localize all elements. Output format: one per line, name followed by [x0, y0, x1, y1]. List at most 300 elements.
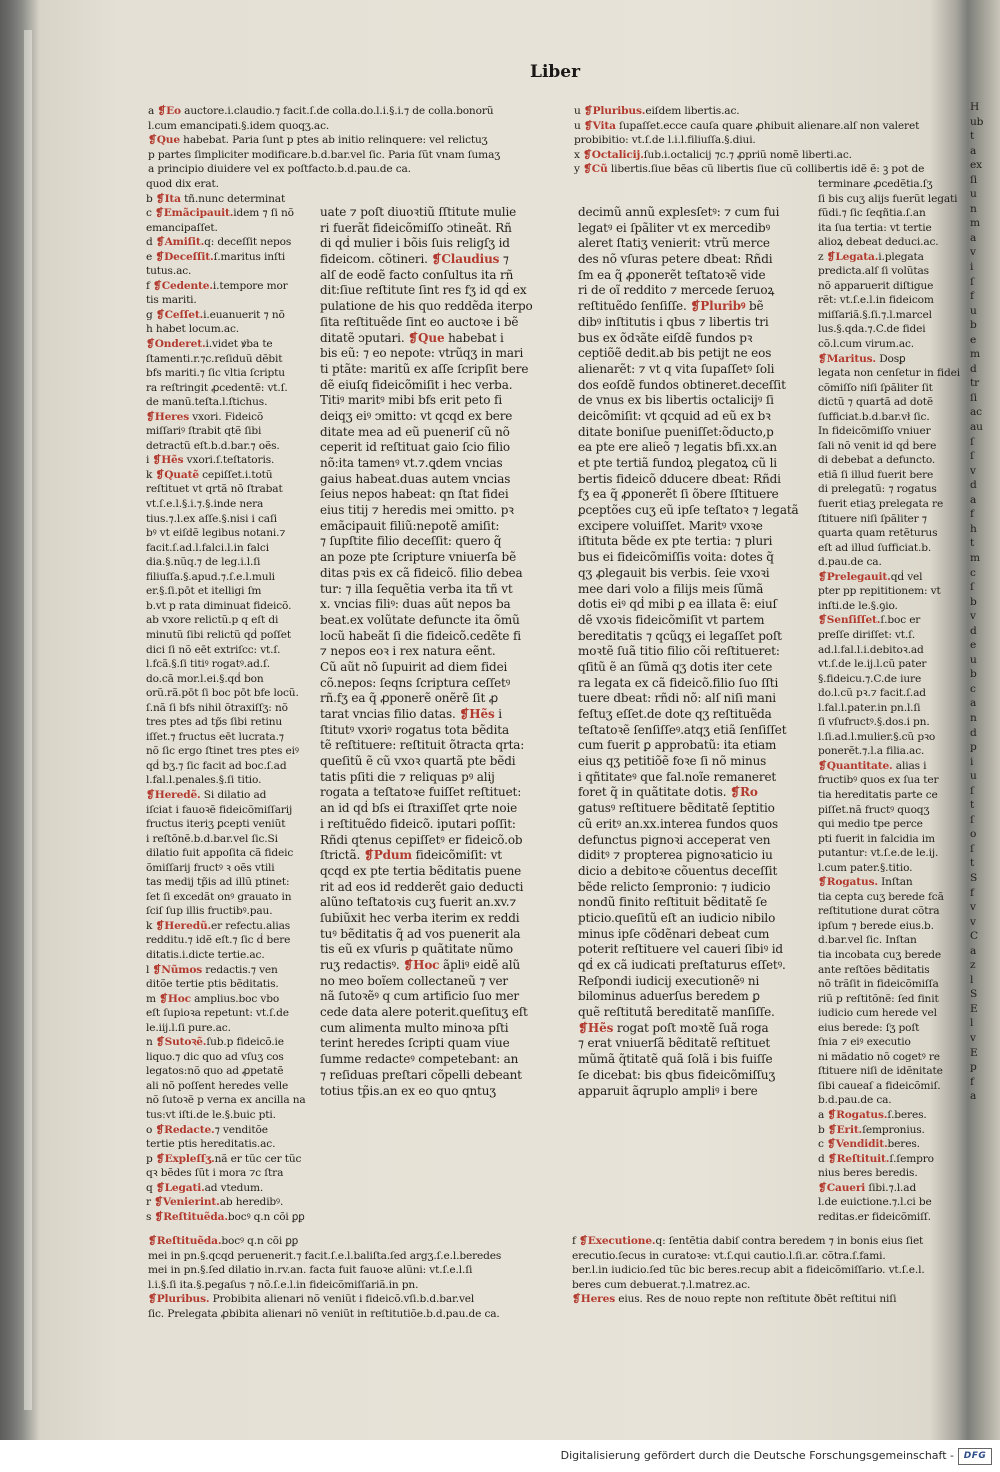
text-line [818, 264, 960, 279]
line-text: y [574, 163, 584, 176]
text-line [148, 104, 563, 119]
line-text: dẽ vxoꝛis fideicõmiſit vt partem [578, 612, 765, 627]
text-line [970, 536, 1000, 551]
text-line [148, 1249, 568, 1264]
text-line [970, 813, 1000, 828]
line-text: Rñdi qtenus cepiſſetꝰ er fideicõ.ob [320, 832, 523, 847]
text-line [320, 299, 570, 315]
line-text: tia incobata cuʒ berede [818, 948, 941, 961]
line-text: ãpliꝰ eidẽ alũ [439, 958, 521, 972]
text-line [320, 268, 570, 284]
line-text: i [970, 261, 974, 274]
text-line [578, 1036, 814, 1052]
line-text: idem ⁊ ſi nõ [233, 207, 294, 220]
rubric-text: ❡Prelegauit. [818, 570, 891, 583]
text-line [970, 304, 1000, 319]
line-text: n [970, 711, 977, 724]
rubric-text: ❡Eo [157, 105, 181, 117]
line-text: ita ſua tertia: vt tertie [818, 221, 932, 234]
line-text: d [970, 624, 977, 637]
line-text: tius.⁊.l.ex aſſe.§.nisi i caſi [146, 512, 277, 525]
text-line [148, 148, 563, 163]
line-text: bocꝰ q.n cõi ꝑꝑ [221, 1235, 299, 1247]
gloss-top-left [148, 104, 563, 177]
rubric-text: ❡Pluribus. [583, 105, 646, 117]
text-line [146, 250, 316, 265]
text-line [970, 1016, 1000, 1031]
line-text: vxori. Fideicõ [189, 410, 264, 423]
line-text: ceperit id reſtituat gaio ſcio filio [320, 440, 510, 455]
line-text: g [146, 308, 156, 321]
text-line [578, 613, 814, 629]
text-line [818, 192, 960, 207]
line-text: l.de euictione.⁊.l.ci be [818, 1196, 932, 1209]
line-text: des nõ vſuras petere dbeat: Rñdi [578, 252, 773, 267]
line-text: Titiꝰ maritꝰ mibi bfs erit peto fi [320, 393, 503, 408]
line-text: legatos:nõ quo ad ꝓpetatẽ [146, 1065, 284, 1078]
line-text: ſ [970, 275, 974, 288]
line-text: eius qʒ petitiõẽ foꝛe ſi nõ minus [578, 754, 767, 769]
text-line [818, 1108, 960, 1123]
line-text: piſſet.nã fructꝰ quoqʒ [818, 803, 930, 816]
line-text: facit.ſ.ad.l.falci.l.in falci [146, 541, 269, 554]
line-text: f [572, 1235, 579, 1247]
text-line [578, 519, 814, 535]
text-line [320, 582, 570, 598]
text-line [818, 1093, 960, 1108]
text-line [320, 942, 570, 958]
text-line [146, 439, 316, 454]
text-line [578, 236, 814, 252]
text-line [818, 177, 960, 192]
rubric-text: ❡Cedente. [153, 279, 213, 292]
line-text: foret q̃ in quãtitate dotis. [578, 785, 731, 800]
line-text: uate ⁊ poſt diuoꝛtiũ ſſtitute mulie [320, 205, 517, 219]
line-text: vt.ſ.e.l.§.i.⁊.§.inde nera [146, 498, 264, 511]
text-line [970, 886, 1000, 901]
text-line [320, 927, 570, 943]
text-line [578, 283, 814, 299]
text-line [148, 1292, 568, 1307]
text-line [578, 205, 814, 221]
line-text: c [970, 566, 976, 579]
text-line [578, 754, 814, 770]
line-text: u [970, 304, 977, 317]
text-line [578, 942, 814, 958]
text-line [578, 974, 814, 990]
line-text: cõ.l.cum virum.ac. [818, 338, 915, 351]
text-line [320, 754, 570, 770]
rubric-text: ❡Reſtituit. [827, 1152, 890, 1165]
text-line [320, 848, 570, 864]
line-text: redditu.⁊ idẽ eſt.⁊ ſic ḋ bere [146, 934, 291, 947]
line-text: ab heredibꝰ. [219, 1196, 284, 1209]
text-line [320, 456, 570, 472]
rubric-text: ❡Vita [583, 119, 616, 132]
text-line [818, 1137, 960, 1152]
rubric-text: ❡Maritus. [818, 352, 876, 365]
line-text: bfs mariti.⁊ ſic vltia ſcriptu [146, 367, 285, 380]
line-text: t [970, 537, 975, 550]
text-line [578, 911, 814, 927]
text-line [146, 352, 316, 367]
text-line [320, 236, 570, 252]
text-line [148, 133, 563, 148]
text-line [578, 315, 814, 331]
line-text: dẽ eiuſq fideicõmiſit i hec verba. [320, 377, 513, 392]
text-line [970, 507, 1000, 522]
line-text: t [970, 799, 975, 812]
line-text: u [574, 105, 584, 117]
line-text: b [970, 319, 977, 332]
line-text: l.fal.l.pater.in pn.l.ſi [818, 701, 921, 714]
line-text: C [970, 930, 978, 943]
facing-page-margin [970, 100, 1000, 1104]
text-line [578, 817, 814, 833]
text-line [970, 987, 1000, 1002]
text-line [970, 609, 1000, 624]
text-line [818, 1195, 960, 1210]
text-line [320, 895, 570, 911]
line-text: habebat i [444, 330, 504, 345]
text-line [320, 738, 570, 754]
text-line [970, 682, 1000, 697]
text-line [818, 482, 960, 497]
line-text: an poze pte ſcripture vniuerſa bẽ [320, 550, 517, 565]
text-line [818, 904, 960, 919]
line-text: amplius.boc vbo [190, 992, 280, 1005]
text-line [146, 613, 316, 628]
text-line [146, 1137, 316, 1152]
text-line [320, 519, 570, 535]
text-line [320, 487, 570, 503]
text-line [970, 420, 1000, 435]
text-line [818, 1050, 960, 1065]
line-text: ad.l.fal.l.i.debitoꝛ.ad [818, 643, 924, 656]
line-text: ſ [970, 435, 974, 448]
text-line [148, 1278, 568, 1293]
text-line [970, 638, 1000, 653]
funding-notice: Digitalisierung gefördert durch die Deutsche Forschungsgemeinschaft - [560, 1449, 954, 1462]
text-line [818, 803, 960, 818]
line-text: ſet ſi excedãt onꝰ grauato in [146, 890, 292, 903]
line-text: alienarẽt: ⁊ vt q vita ſupaſſetꝰ ſoli [578, 361, 775, 376]
text-line [146, 657, 316, 672]
line-text: ſi [970, 173, 978, 186]
text-line [818, 1181, 960, 1196]
line-text: ſ.beres. [887, 1109, 927, 1121]
line-text: bẽde relicto ſempronio: ⁊ iudicio [578, 879, 771, 894]
line-text: Cũ aũt nõ ſupuirit ad diem fidei [320, 659, 508, 674]
text-line [146, 803, 316, 818]
text-line [146, 686, 316, 701]
line-text: ti ptãte: maritũ ex aſſe ſcripſit bere [320, 361, 529, 376]
line-text: a [970, 697, 977, 710]
line-text: tur: ⁊ illa ſequẽtia verba ita tñ vt [320, 581, 513, 596]
line-text: reſtituẽdo ſenſiſſe. [578, 299, 691, 314]
line-text: reſtitutione durat cõtra [818, 905, 940, 918]
line-text: fideicõmiſit: vt [411, 848, 502, 863]
line-text: terminare ꝓcedẽtia.ſʒ [818, 178, 933, 190]
text-line [320, 864, 570, 880]
text-line [320, 503, 570, 519]
text-line [970, 973, 1000, 988]
rubric-text: ❡Senſiſſet. [818, 614, 881, 627]
text-line [970, 435, 1000, 450]
line-text: apparuit ãqruplo ampliꝰ i bere [578, 1083, 758, 1098]
text-line [146, 366, 316, 381]
line-text: do.l.cũ pꝛ.⁊ facit.ſ.ad [818, 687, 926, 700]
line-text: bereditatis ⁊ qcũqʒ ei legaſſet poſt [578, 628, 782, 643]
line-text: ⁊ nepos eoꝛ i rex natura eẽnt. [320, 644, 496, 659]
line-text: cõmiſſo niſi ſpãliter ſit [818, 381, 933, 394]
line-text: E [970, 1002, 978, 1015]
line-text: ſ [970, 784, 974, 797]
line-text: ſ.nã ſi bfs nihil õtraxiſſʒ: nõ [146, 701, 288, 714]
text-line [146, 395, 316, 410]
text-line [818, 933, 960, 948]
text-line [970, 915, 1000, 930]
page-edge [24, 30, 32, 1410]
text-line [146, 293, 316, 308]
text-line [818, 1064, 960, 1079]
text-line [320, 1005, 570, 1021]
line-text: tr [970, 377, 980, 390]
gloss-left-column [146, 177, 316, 1224]
line-text: nõ apparuerit diſtigue [818, 279, 934, 292]
text-line [320, 660, 570, 676]
text-line [818, 744, 960, 759]
line-text: pti fuerit in falcidia im [818, 832, 935, 845]
line-text: qḋ bʒ.⁊ ſic facit ad boc.ſ.ad [146, 759, 287, 772]
text-line [578, 770, 814, 786]
text-line [578, 660, 814, 676]
line-text: qꝛ bẽdes ſũt i mora ⁊c ſtra [146, 1167, 284, 1180]
line-text: i reſtituẽdo fideicõ. iputari poſſit: [320, 816, 516, 831]
text-line [574, 133, 954, 148]
line-text: predicta.alſ ſi volũtas [818, 265, 929, 278]
line-text: ſ [970, 450, 974, 463]
line-text: l.cum pater.§.titio. [818, 861, 913, 874]
text-line [146, 773, 316, 788]
text-line [578, 833, 814, 849]
line-text: erecutio.ſecus in curatoꝛe: vt.ſ.qui cautio.l.ſi.ar. cõtra.ſ.fami. [572, 1249, 886, 1262]
line-text: pticio.queſitũ eſt an iudicio nibilo [578, 910, 776, 925]
line-text: qſitũ ẽ an ſũmã qʒ dotis iter cete [578, 659, 773, 674]
line-text: a [970, 231, 977, 244]
text-line [320, 315, 570, 331]
line-text: mei in pn.§.ſed dilatio in.rv.an. facta fuit fauoꝛe alũni: vt.ſ.e.l.ſi [148, 1264, 473, 1277]
rubric-text: ❡Pluribꝰ [690, 299, 746, 314]
text-line [818, 584, 960, 599]
line-text: d [970, 726, 977, 739]
text-line [578, 1052, 814, 1068]
line-text: et pte tertiã fundoꝝ plegatoꝝ cũ li [578, 456, 777, 470]
line-text: n [970, 202, 977, 215]
line-text: Inſtan [877, 876, 913, 889]
text-line [970, 653, 1000, 668]
line-text: riũ p reſtitõnẽ: ſed finit [818, 992, 939, 1005]
line-text: f [970, 886, 974, 899]
text-line [818, 570, 960, 585]
text-line [578, 927, 814, 943]
line-text: ali nõ poſſent heredes velle [146, 1079, 289, 1092]
line-text: bꝰ vt eiſdẽ legibus notani.⁊ [146, 527, 286, 540]
line-text: tia cepta cuʒ berede fcã [818, 890, 944, 903]
text-line [818, 322, 960, 337]
line-text: §.fideicu.⁊.C.de iure [818, 672, 922, 685]
text-line [818, 512, 960, 527]
line-text: l.fal.l.penales.§.ſi titio. [146, 774, 262, 787]
text-line [320, 707, 570, 723]
line-text: ac [970, 406, 982, 419]
text-line [970, 1060, 1000, 1075]
line-text: er refectu.alias [211, 919, 291, 932]
line-text: bis eũ: ⁊ eo nepote: vtrũqʒ in mari [320, 346, 524, 361]
line-text: liquo.⁊ dic quo ad vſuʒ cos [146, 1050, 284, 1063]
line-text: deiqʒ eiꝰ ↄmitto: vt qcqd ex bere [320, 408, 513, 423]
text-line [578, 534, 814, 550]
text-line [578, 723, 814, 739]
text-line [970, 318, 1000, 333]
line-text: beat.ex volũtate defuncte ita õmũ [320, 612, 520, 627]
line-text: b [146, 192, 156, 205]
line-text: d [970, 362, 977, 375]
gloss-bottom-left [148, 1234, 568, 1321]
line-text: m [970, 348, 980, 361]
rubric-text: ❡Legati. [155, 1181, 205, 1194]
line-text: i.plegata [878, 250, 924, 263]
rubric-text: ❡Que [408, 330, 445, 345]
line-text: alias i [892, 759, 927, 772]
line-text: eius. Res de nouo repte non reſtitute ðbẽt reſtitui niſi [615, 1293, 897, 1306]
text-line [970, 144, 1000, 159]
line-text: fructibꝰ quos ex ſua ter [818, 774, 939, 787]
text-line [818, 599, 960, 614]
text-line [146, 643, 316, 658]
rubric-text: ❡Octalicij. [583, 148, 644, 161]
text-line [572, 1278, 957, 1293]
text-line [146, 1093, 316, 1108]
line-text: i [146, 454, 153, 467]
text-line [970, 231, 1000, 246]
line-text: a [148, 105, 158, 117]
line-text: cõ.nepos: ſeqns ſcriptura ceſſetꝰ [320, 675, 511, 690]
text-line [146, 570, 316, 585]
line-text: In fideicõmiſſo vniuer [818, 425, 931, 438]
line-text: v [970, 610, 976, 623]
text-line [818, 279, 960, 294]
text-line [320, 409, 570, 425]
text-line [578, 1021, 814, 1037]
text-line [818, 613, 960, 628]
text-line [572, 1249, 957, 1264]
line-text: f [146, 279, 153, 292]
line-text: i.videt ꝟba te [205, 338, 273, 351]
text-line [970, 333, 1000, 348]
text-line [578, 299, 814, 315]
text-line [818, 628, 960, 643]
main-text-right-column [578, 205, 814, 1099]
line-text: tres ptes ad tp̃s ſibi retinu [146, 716, 283, 729]
text-line [146, 832, 316, 847]
text-line [146, 599, 316, 614]
text-line [320, 1084, 570, 1100]
text-line [148, 119, 563, 134]
rubric-text: ❡Caueri [818, 1181, 866, 1194]
line-text: nã ſutoꝛẽꝰ q cum artificio ſuo mer [320, 989, 519, 1004]
text-line [320, 346, 570, 362]
text-line [146, 701, 316, 716]
line-text: d [146, 236, 156, 249]
line-text: t [970, 857, 975, 870]
text-line [818, 1152, 960, 1167]
line-text: tutus.ac. [146, 265, 192, 278]
text-line [146, 235, 316, 250]
text-line [320, 252, 570, 268]
line-text: ditatis.i.dicte tertie.ac. [146, 948, 265, 961]
text-line [320, 723, 570, 739]
line-text: ſ [970, 581, 974, 594]
text-line [970, 187, 1000, 202]
line-text: h [970, 522, 977, 535]
line-text: Si dilatio ad [200, 788, 267, 801]
text-line [818, 468, 960, 483]
text-line [578, 503, 814, 519]
line-text: ri fuerãt fideicõmiſſo ↄtineãt. Rñ [320, 220, 512, 235]
line-text: a [970, 1090, 977, 1103]
text-line [970, 566, 1000, 581]
text-line [578, 378, 814, 394]
text-line [320, 1052, 570, 1068]
text-line [818, 1210, 960, 1225]
line-text: miſſariã.§.ſi.⁊.l.marcel [818, 308, 932, 321]
line-text: u [970, 653, 977, 666]
line-text: b [970, 668, 977, 681]
line-text: v [970, 464, 976, 477]
line-text: moꝛtẽ ſuã titio filio cõi reſtitueret: [578, 644, 780, 659]
line-text: feſtuʒ eſſet.de dote qʒ reſtituẽda [578, 707, 772, 721]
text-line [578, 958, 814, 974]
text-line [146, 759, 316, 774]
rubric-text: ❡Que [148, 134, 180, 147]
rubric-text: ❡Amiſit. [155, 236, 205, 249]
line-text: do.cã mor.l.ei.§.qḋ bon [146, 672, 264, 685]
text-line [146, 381, 316, 396]
rubric-text: ❡Executione. [579, 1235, 656, 1247]
text-line [818, 657, 960, 672]
text-line [320, 801, 570, 817]
text-line [146, 410, 316, 425]
line-text: cũ eritꝰ an.xx.interea fundos quos [578, 816, 778, 831]
text-line [818, 730, 960, 745]
line-text: q: deceſſit nepos [204, 236, 292, 249]
text-line [818, 221, 960, 236]
text-line [818, 206, 960, 221]
text-line [818, 861, 960, 876]
text-line [574, 104, 954, 119]
text-line [146, 861, 316, 876]
text-line [818, 977, 960, 992]
line-text: t [970, 130, 975, 143]
text-line [818, 992, 960, 1007]
line-text: ab vxore relictũ.p q eſt di [146, 614, 279, 627]
text-line [320, 629, 570, 645]
line-text: decimũ annũ explesſetꝰ: ⁊ cum fui [578, 205, 780, 219]
text-line [146, 322, 316, 337]
text-line [320, 550, 570, 566]
text-line [818, 1079, 960, 1094]
